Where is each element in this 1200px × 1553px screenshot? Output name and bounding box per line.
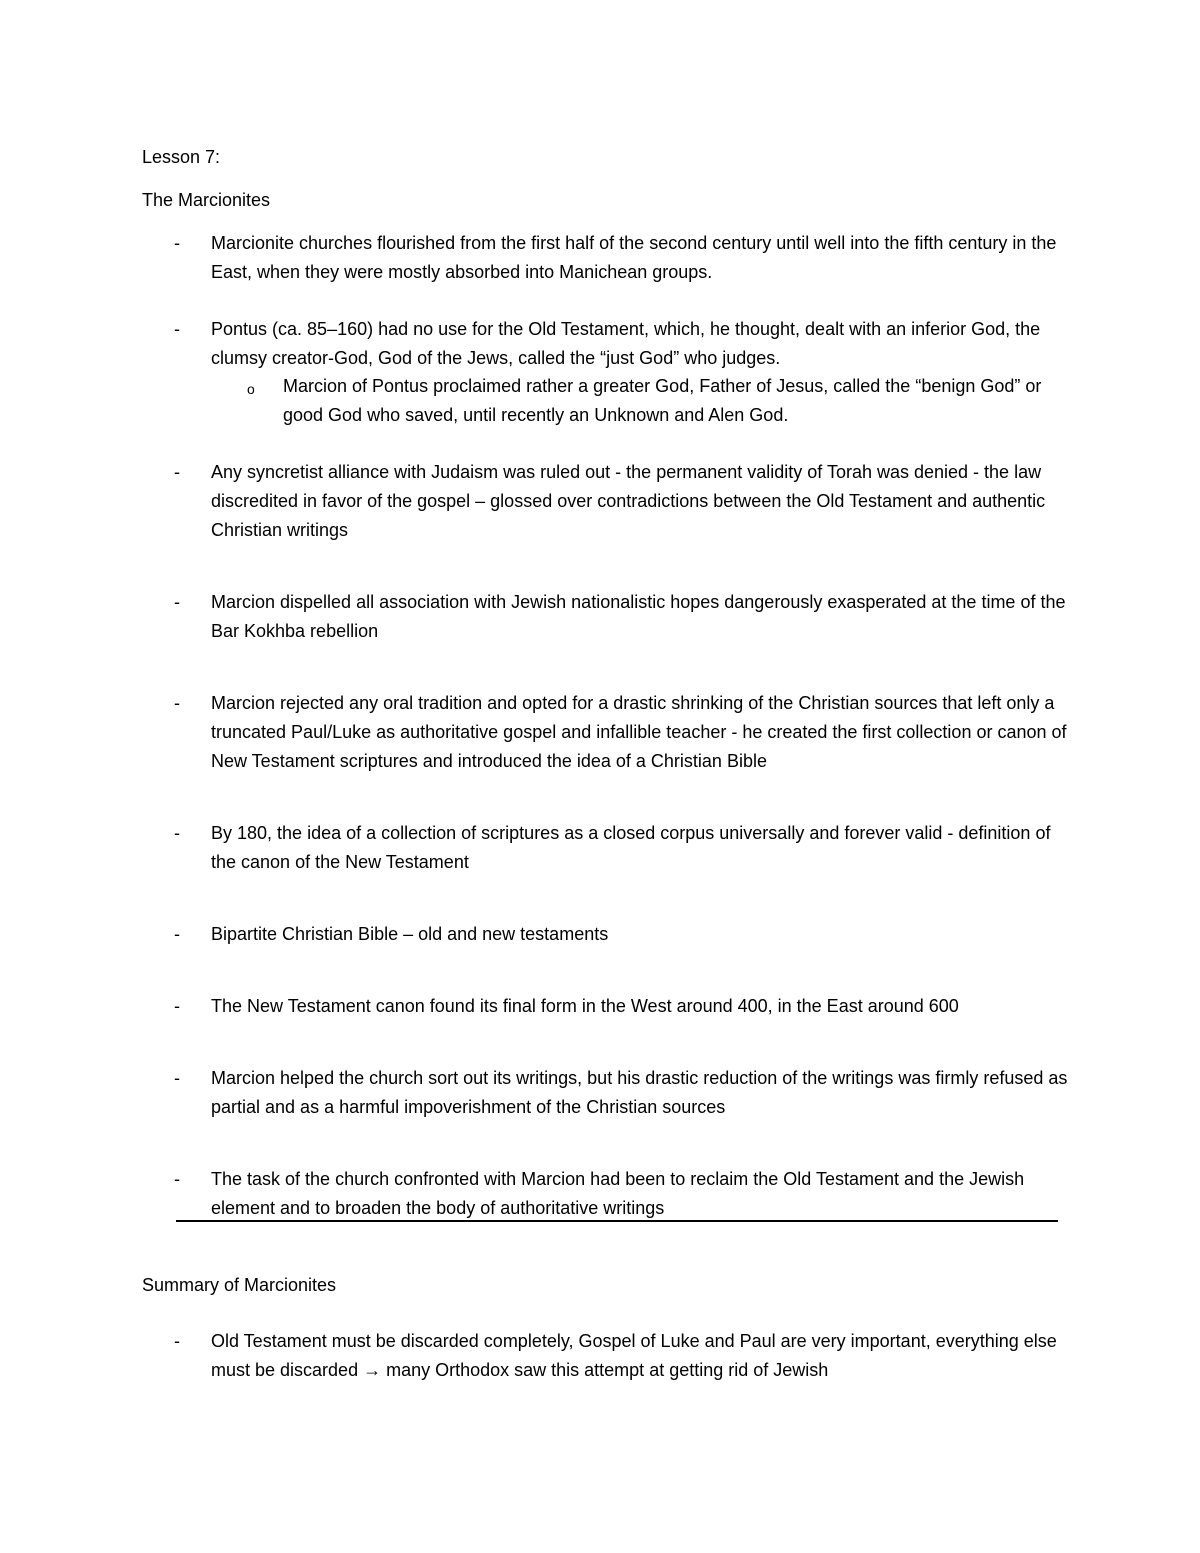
list-item: Any syncretist alliance with Judaism was ruled out - the permanent validity of Torah was denied - the law discredited in favor of the gospel – glossed over contradictions between the Old Testament and authentic Christian writings	[211, 462, 1046, 540]
list-item: The task of the church confronted with Marcion had been to reclaim the Old Testament and the Jewish element and to broaden the body of authoritative writings	[211, 1169, 1025, 1218]
list-item: By 180, the idea of a collection of scriptures as a closed corpus universally and forever valid - definition of the canon of the New Testament	[211, 823, 1051, 872]
bullet-marker: -	[174, 1169, 180, 1189]
summary-list-item: Old Testament must be discarded completely, Gospel of Luke and Paul are very important, everything else must be discarded → many Orthodox saw this attempt at getting rid of Jewish	[211, 1331, 1057, 1380]
list-item: Bipartite Christian Bible – old and new testaments	[211, 924, 609, 944]
bullet-marker: -	[174, 592, 180, 612]
bullet-marker: -	[174, 693, 180, 713]
bullet-marker: -	[174, 233, 180, 253]
list-item: Marcion rejected any oral tradition and opted for a drastic shrinking of the Christian sources that left only a truncated Paul/Luke as authoritative gospel and infallible teacher - he created the first collection or canon of New Testament scriptures and introduced the idea of a Christian Bible	[211, 693, 1067, 771]
sub-bullet-marker: o	[247, 381, 255, 397]
bullet-marker: -	[174, 1331, 180, 1351]
bullet-marker: -	[174, 996, 180, 1016]
summary-title: Summary of Marcionites	[142, 1275, 337, 1295]
list-item: Marcionite churches flourished from the first half of the second century until well into the fifth century in the East, when they were mostly absorbed into Manichean groups.	[211, 233, 1057, 282]
list-item: Marcion dispelled all association with Jewish nationalistic hopes dangerously exasperated at the time of the Bar Kokhba rebellion	[211, 592, 1066, 641]
sub-list-item: Marcion of Pontus proclaimed rather a greater God, Father of Jesus, called the “benign God” or good God who saved, until recently an Unknown and Alen God.	[283, 376, 1042, 425]
list-item: Pontus (ca. 85–160) had no use for the Old Testament, which, he thought, dealt with an inferior God, the clumsy creator-God, God of the Jews, called the “just God” who judges.	[211, 319, 1041, 368]
list-item: The New Testament canon found its final form in the West around 400, in the East around 600	[211, 996, 959, 1016]
bullet-marker: -	[174, 1068, 180, 1088]
bullet-marker: -	[174, 823, 180, 843]
bullet-marker: -	[174, 924, 180, 944]
section-title: The Marcionites	[142, 190, 271, 210]
horizontal-rule	[176, 1220, 1058, 1222]
bullet-marker: -	[174, 462, 180, 482]
lesson-title: Lesson 7:	[142, 147, 221, 167]
list-item: Marcion helped the church sort out its writings, but his drastic reduction of the writings was firmly refused as partial and as a harmful impoverishment of the Christian sources	[211, 1068, 1068, 1117]
bullet-marker: -	[174, 319, 180, 339]
